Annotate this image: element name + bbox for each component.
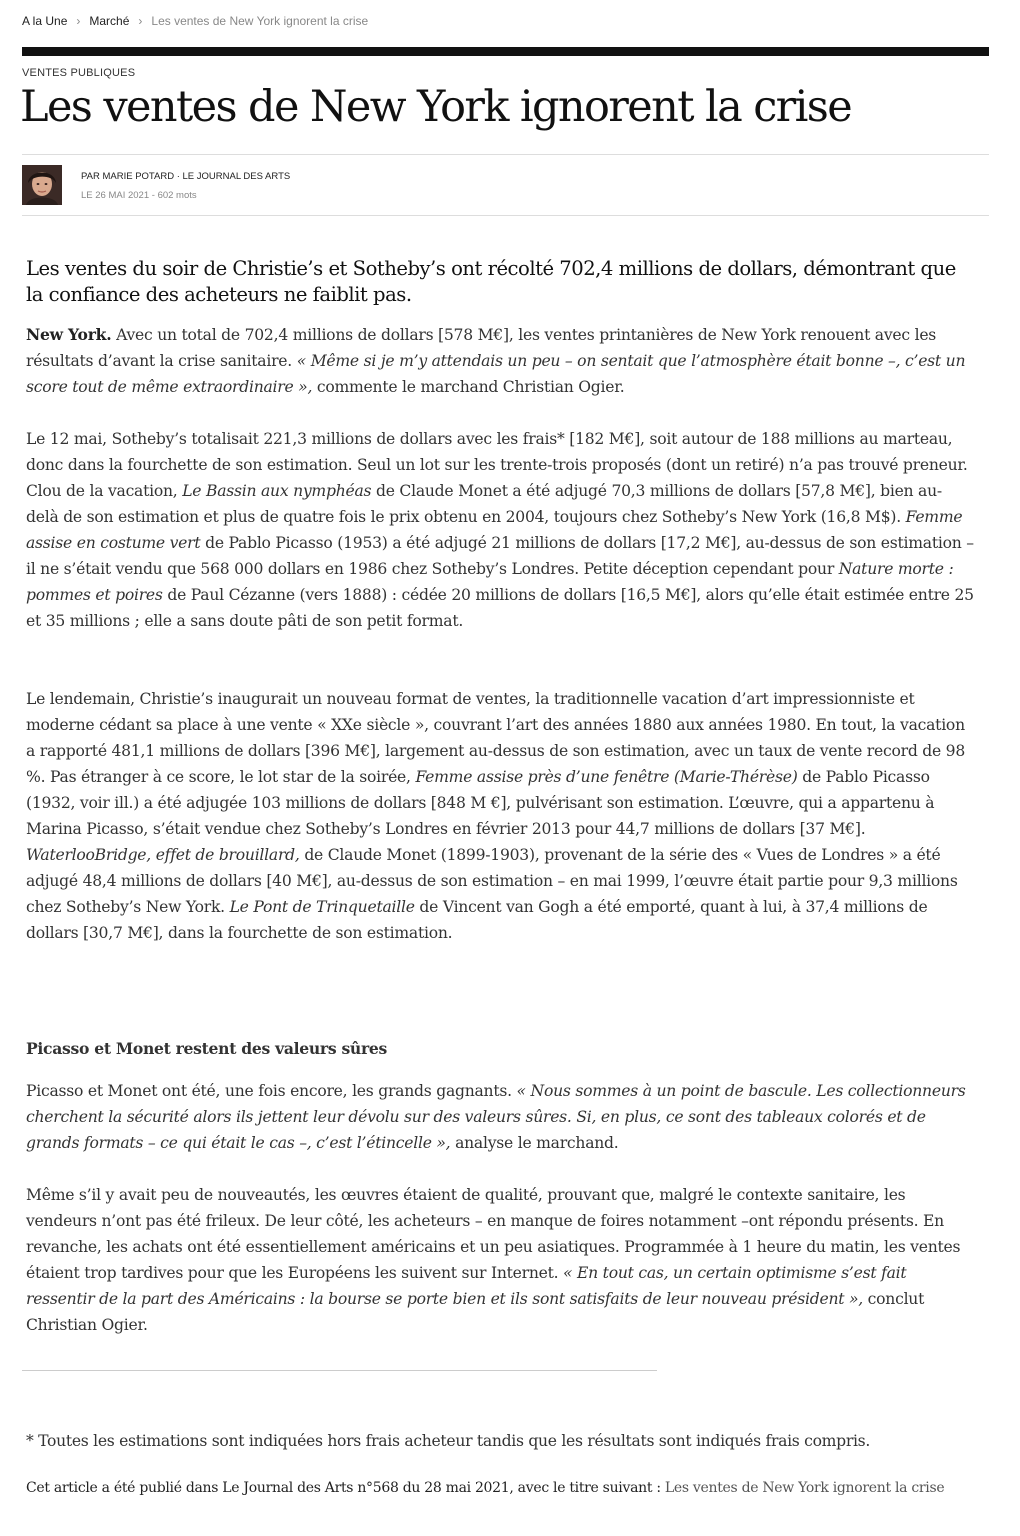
footnote: * Toutes les estimations sont indiquées hors frais acheteur tandis que les résultats sont indiqués frais compris. [26,1432,871,1450]
paragraph-3 [26,686,974,946]
article-title: Les ventes de New York ignorent la crise [20,82,852,132]
paragraph-text: Le lendemain, Christie’s inaugurait un nouveau format de ventes, la traditionnelle vacation d’art impressionniste et moderne cédant sa place à une vente « XXe siècle », couvrant l’art des années 1880 aux années 1980. En tout, la vacation a rapporté 481,1 millions de dollars [396 M€], largement au-dessus de son estimation, avec un taux de vente record de 98 %. Pas étranger à ce score, le lot star de la soirée, [26,690,966,786]
artwork-title: WaterlooBridge, effet de brouillard, [26,846,300,864]
breadcrumb-section-link[interactable]: Marché [89,14,130,28]
paragraph-text: conclut Christian Ogier. [26,1290,925,1334]
paragraph-text: de Pablo Picasso (1932, voir ill.) a été adjugée 103 millions de dollars [848 M €], pulvérisant son estimation. L’œuvre, qui a appartenu à Marina Picasso, s’était vendue chez Sotheby’s Londres en février 2013 pour 44,7 millions de dollars [37 M€]. [26,768,935,838]
breadcrumb-current: Les ventes de New York ignorent la crise [151,14,369,28]
artwork-title: Femme assise en costume vert [26,508,963,552]
paragraph-text: de Vincent van Gogh a été emporté, quant à lui, à 37,4 millions de dollars [30,7 M€], dans la fourchette de son estimation. [26,898,928,942]
paragraph-text: de Pablo Picasso (1953) a été adjugé 21 millions de dollars [17,2 M€], au-dessus de son estimation – il ne s’était vendu que 568 000 dollars en 1986 chez Sotheby’s Londres. Petite déception cependant pour [26,534,974,578]
dateline: New York. [26,325,112,344]
paragraph-text: de Claude Monet a été adjugé 70,3 millions de dollars [57,8 M€], bien au-delà de son estimation et plus de quatre fois le prix obtenu en 2004, toujours chez Sotheby’s New York (16,8 M$). [26,482,942,526]
artwork-title: Le Pont de Trinquetaille [229,898,415,916]
quote: « Nous sommes à un point de bascule. Les collectionneurs cherchent la sécurité alors ils jettent leur dévolu sur des valeurs sûres. Si, en plus, ce sont des tableaux colorés et de grands formats – ce qui était le cas –, c’est l’étincelle », [26,1082,966,1152]
paragraph-4 [26,1078,974,1156]
paragraph-text: analyse le marchand. [450,1134,619,1152]
author-photo-icon [22,165,62,205]
article-lead: Les ventes du soir de Christie’s et Sotheby’s ont récolté 702,4 millions de dollars, démontrant que la confiance des acheteurs ne faiblit pas. [26,257,956,306]
paragraph-text: Même s’il y avait peu de nouveautés, les œuvres étaient de qualité, prouvant que, malgré le contexte sanitaire, les vendeurs n’ont pas été frileux. De leur côté, les acheteurs – en manque de foires notamment –ont répondu présents. En revanche, les achats ont été essentiellement américains et un peu asiatiques. Programmée à 1 heure du matin, les ventes étaient trop tardives pour que les Européens les suivent sur Internet. [26,1186,961,1282]
divider [22,154,989,155]
paragraph-5 [26,1182,974,1338]
paragraph-text: commente le marchand Christian Ogier. [312,378,625,396]
artwork-title: Femme assise près d’une fenêtre (Marie-Thérèse) [415,768,798,786]
header-bar [22,47,989,56]
section-heading: Picasso et Monet restent des valeurs sûres [26,1039,387,1058]
author-avatar [22,165,62,205]
original-title: Les ventes de New York ignorent la crise [664,1480,945,1496]
artwork-title: Le Bassin aux nymphéas [182,482,372,500]
quote: « En tout cas, un certain optimisme s’est fait ressentir de la part des Américains : la bourse se porte bien et ils sont satisfaits de leur nouveau président », [26,1264,907,1308]
artwork-title: Nature morte : pommes et poires [26,560,954,604]
paragraph-1 [26,322,974,400]
footnote-divider [22,1370,657,1371]
paragraph-text: de Paul Cézanne (vers 1888) : cédée 20 millions de dollars [16,5 M€], alors qu’elle était estimée entre 25 et 35 millions ; elle a sans doute pâti de son petit format. [26,586,974,630]
publication-info-text: Cet article a été publié dans Le Journal des Arts n°568 du 28 mai 2021, avec le titre suivant : [26,1480,665,1496]
breadcrumb-separator: › [138,14,143,28]
author-byline: PAR MARIE POTARD · LE JOURNAL DES ARTS [81,171,291,182]
paragraph-text: Avec un total de 702,4 millions de dollars [578 M€], les ventes printanières de New York renouent avec les résultats d’avant la crise sanitaire. [26,326,937,370]
publication-date: LE 26 MAI 2021 - 602 mots [81,190,197,201]
divider [22,215,989,216]
paragraph-text: Picasso et Monet ont été, une fois encore, les grands gagnants. [26,1082,517,1100]
paragraph-2 [26,426,974,634]
paragraph-text: Le 12 mai, Sotheby’s totalisait 221,3 millions de dollars avec les frais* [182 M€], soit autour de 188 millions au marteau, donc dans la fourchette de son estimation. Seul un lot sur les trente-trois proposés (dont un retiré) n’a pas trouvé preneur. Clou de la vacation, [26,430,968,500]
article-category: VENTES PUBLIQUES [22,67,136,79]
paragraph-text: de Claude Monet (1899-1903), provenant de la série des « Vues de Londres » a été adjugé 48,4 millions de dollars [40 M€], au-dessus de son estimation – en mai 1999, l’œuvre était partie pour 9,3 millions chez Sotheby’s New York. [26,846,958,916]
publication-info [26,1478,986,1498]
breadcrumb [22,14,368,28]
breadcrumb-home-link[interactable]: A la Une [22,14,68,28]
quote: « Même si je m’y attendais un peu – on sentait que l’atmosphère était bonne –, c’est un score tout de même extraordinaire », [26,352,966,396]
breadcrumb-separator: › [76,14,81,28]
